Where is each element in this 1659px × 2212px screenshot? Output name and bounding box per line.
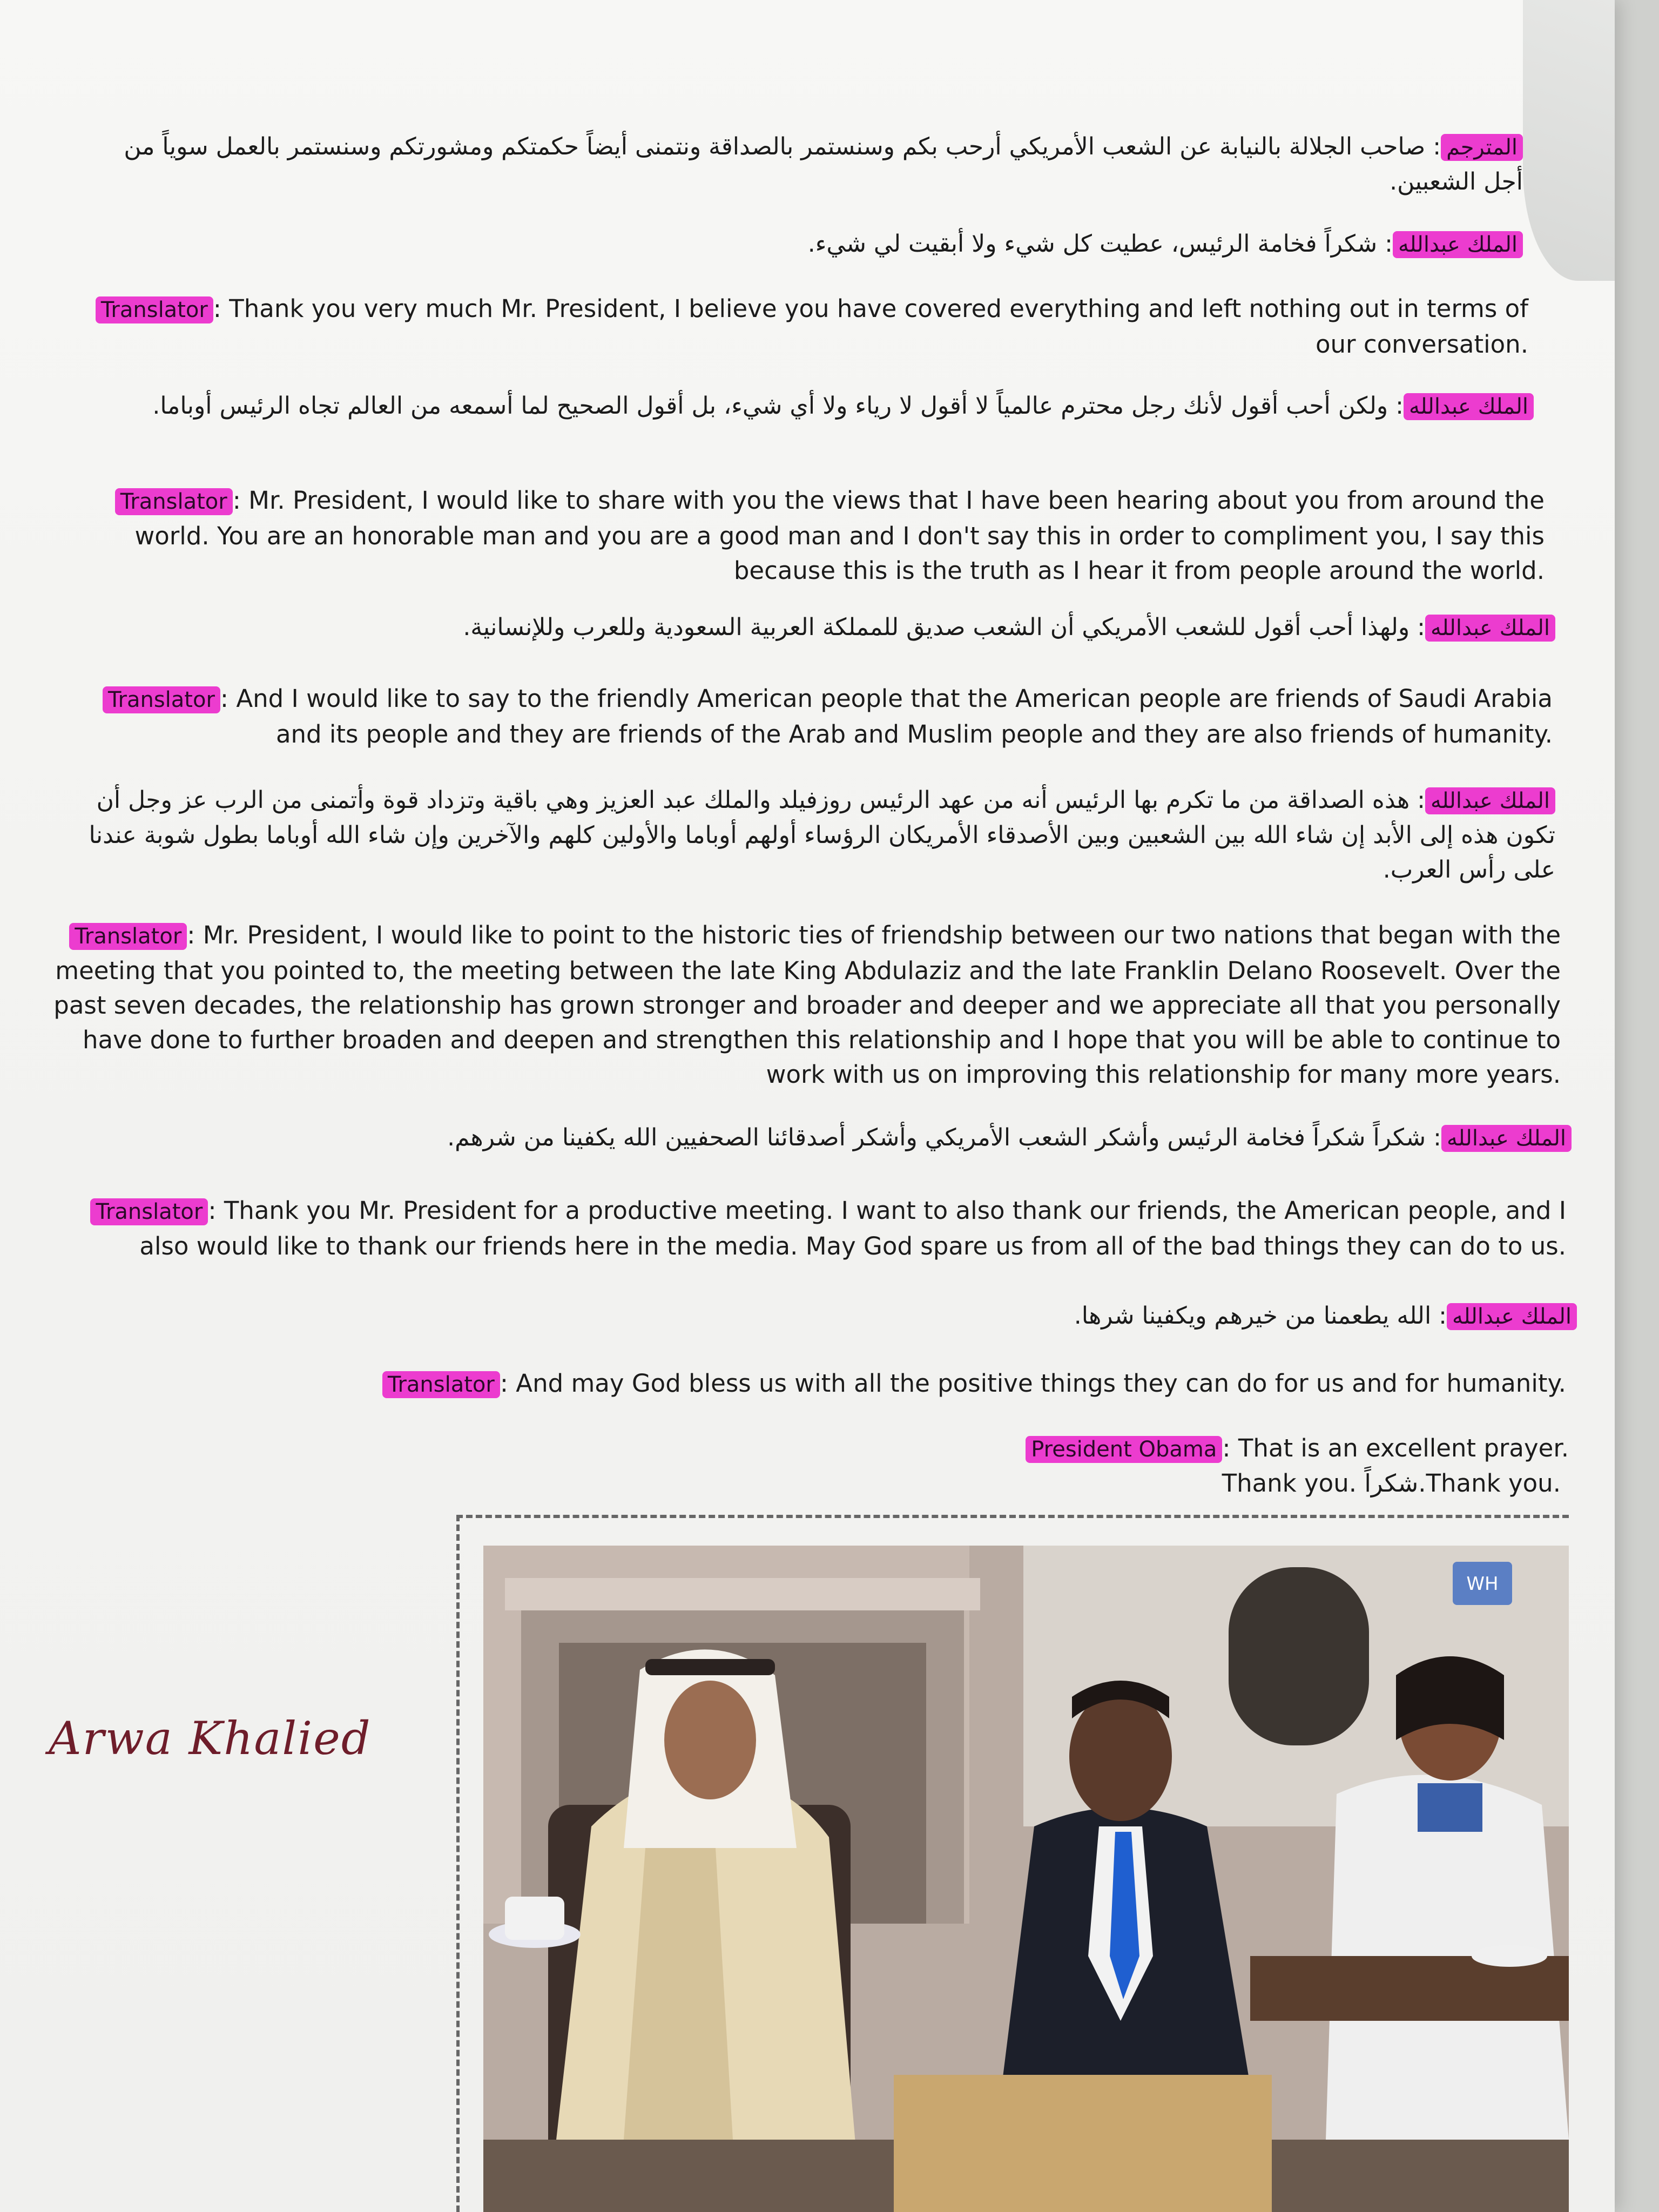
speaker-highlight: الملك عبدالله bbox=[1425, 615, 1555, 642]
speaker-highlight: Translator bbox=[69, 923, 187, 950]
adjacent-paper-corner bbox=[1523, 0, 1615, 281]
svg-text:WH: WH bbox=[1466, 1573, 1499, 1595]
speaker-highlight: Translator bbox=[382, 1371, 500, 1398]
speaker-highlight: الملك عبدالله bbox=[1393, 231, 1523, 258]
speaker-highlight: Translator bbox=[115, 488, 233, 515]
photo-frame-left bbox=[456, 1515, 460, 2212]
entry-text: هذه الصداقة من ما تكرم بها الرئيس أنه من عهد الرئيس روزفيلد والملك عبد العزيز وهي باقية وتزداد قوة وأتمنى من الرب عز وجل أن تكون هذه إلى الأبد إن شاء الله بين الشعبين وبين الأصدقاء الأمريكان الرؤساء أولهم أوباما والأولين كلهم والآخرين وإن شاء الله أوباما بطول شوبة عندنا على رأس العرب. bbox=[89, 786, 1555, 884]
transcript-entry-english-8 bbox=[1026, 1466, 1561, 1501]
speaker-highlight: Translator bbox=[103, 686, 220, 713]
entry-text: شكراً فخامة الرئيس، عطيت كل شيء ولا أبقيت لي شيء. bbox=[807, 230, 1378, 258]
entry-text: Thank you very much Mr. President, I believe you have covered everything and left nothing out in terms of our conversation. bbox=[229, 294, 1528, 359]
entry-text: That is an excellent prayer. bbox=[1238, 1434, 1569, 1462]
speaker-highlight: الملك عبدالله bbox=[1447, 1303, 1577, 1330]
transcript-entry-arabic-7: الملك عبدالله: الله يطعمنا من خيرهم ويكفينا شرها. bbox=[918, 1299, 1577, 1334]
transcript-entry-english-3: Translator : And I would like to say to the friendly American people that the American people are friends of Saudi Arabia and its people and they are friends of the Arab and Muslim people and they are also friends of humanity. bbox=[54, 682, 1553, 752]
speaker-highlight: Translator bbox=[96, 296, 213, 323]
speaker-highlight: President Obama bbox=[1026, 1436, 1222, 1463]
transcript-entry-english-1: Translator : Thank you very much Mr. President, I believe you have covered everything and left nothing out in terms of our conversation. bbox=[54, 292, 1528, 362]
entry-text: And I would like to say to the friendly American people that the American people are friends of Saudi Arabia and its people and they are friends of the Arab and Muslim people and they are also friends of humanity. bbox=[236, 684, 1553, 748]
speaker-highlight: Translator bbox=[90, 1198, 208, 1225]
entry-text: Thank you Mr. President for a productive meeting. I want to also thank our friends, the American people, and I also would like to thank our friends here in the media. May God spare us from all of the bad things they can do to us. bbox=[139, 1196, 1566, 1260]
signature: Arwa Khalied bbox=[49, 1712, 372, 1765]
speaker-highlight: المترجم bbox=[1441, 134, 1523, 161]
transcript-entry-arabic-2: الملك عبدالله: شكراً فخامة الرئيس، عطيت كل شيء ولا أبقيت لي شيء. bbox=[648, 227, 1523, 262]
transcript-entry-arabic-1: المترجم: صاحب الجلالة بالنيابة عن الشعب الأمريكي أرحب بكم وسنستمر بالصداقة ونتمنى أيضاً حكمتكم ومشورتكم وسنستمر بالعمل سوياً من أجل الشعبين. bbox=[124, 133, 1523, 195]
transcript-entry-arabic-6: الملك عبدالله: شكراً شكراً فخامة الرئيس وأشكر الشعب الأمريكي وأشكر أصدقائنا الصحفيين الله يكفينا من شرهم. bbox=[227, 1121, 1572, 1156]
transcript-entry-arabic-5: الملك عبدالله: هذه الصداقة من ما تكرم بها الرئيس أنه من عهد الرئيس روزفيلد والملك عبد العزيز وهي باقية وتزداد قوة وأتمنى من الرب عز وجل أن تكون هذه إلى الأبد إن شاء الله بين الشعبين وبين الأصدقاء الأمريكان الرؤساء أولهم أوباما والأولين كلهم والآخرين وإن شاء الله أوباما بطول شوبة عندنا على رأس العرب. bbox=[89, 786, 1555, 884]
entry-text: Mr. President, I would like to point to the historic ties of friendship between our two nations that began with the meeting that you pointed to, the meeting between the late King Abdulaziz and the late Franklin Delano Roosevelt. Over the past seven decades, the relationship has grown stronger and broader and deeper and we appreciate all that you personally have done to further broaden and deepen and strengthen this relationship and I hope that you will be able to continue to work with us on improving this relationship for many more years. bbox=[53, 921, 1561, 1089]
transcript-entry-english-6: Translator : And may God bless us with all the positive things they can do for us and for humanity. bbox=[302, 1366, 1566, 1402]
entry-text: And may God bless us with all the positive things they can do for us and for humanity. bbox=[516, 1369, 1566, 1398]
transcript-entry-english-4: Translator : Mr. President, I would like to point to the historic ties of friendship between our two nations that began with the meeting that you pointed to, the meeting between the late King Abdulaziz and the late Franklin Delano Roosevelt. Over the past seven decades, the relationship has grown stronger and broader and deeper and we appreciate all that you personally have done to further broaden and deepen and strengthen this relationship and I hope that you will be able to continue to work with us on improving this relationship for many more years. bbox=[53, 921, 1561, 1089]
transcript-entry-english-2: Translator : Mr. President, I would like to share with you the views that I have been hearing about you from around the world. You are an honorable man and you are a good man and I don't say this in order to compliment you, I say this because this is the truth as I hear it from people around the world. bbox=[76, 483, 1545, 588]
transcript-entry-arabic-4: الملك عبدالله: ولهذا أحب أقول للشعب الأمريكي أن الشعب صديق للمملكة العربية السعودية وللعرب وللإنسانية. bbox=[259, 610, 1555, 645]
entry-text: ولكن أحب أقول لأنك رجل محترم عالمياً لا أقول لا رياء ولا أي شيء، بل أقول الصحيح لما أسمعه من العالم تجاه الرئيس أوباما. bbox=[152, 392, 1388, 420]
whitehouse-logo-icon bbox=[1453, 1562, 1512, 1605]
entry-text: صاحب الجلالة بالنيابة عن الشعب الأمريكي أرحب بكم وسنستمر بالصداقة ونتمنى أيضاً حكمتكم ومشورتكم وسنستمر بالعمل سوياً من أجل الشعبين. bbox=[124, 133, 1523, 195]
transcript-entry-arabic-3: الملك عبدالله: ولكن أحب أقول لأنك رجل محترم عالمياً لا أقول لا رياء ولا أي شيء، بل أقول الصحيح لما أسمعه من العالم تجاه الرئيس أوباما. bbox=[54, 389, 1534, 424]
speaker-highlight: الملك عبدالله bbox=[1404, 393, 1534, 420]
entry-text: Thank you. شكراً.Thank you. bbox=[1222, 1469, 1561, 1498]
speaker-highlight: الملك عبدالله bbox=[1425, 787, 1555, 814]
photo-image bbox=[483, 1546, 1569, 2212]
speaker-highlight: الملك عبدالله bbox=[1441, 1125, 1572, 1152]
transcript-entry-english-7: President Obama : That is an excellent prayer. bbox=[918, 1431, 1569, 1467]
entry-text: ولهذا أحب أقول للشعب الأمريكي أن الشعب صديق للمملكة العربية السعودية وللعرب وللإنسانية. bbox=[463, 613, 1410, 641]
entry-text: شكراً شكراً فخامة الرئيس وأشكر الشعب الأمريكي وأشكر أصدقائنا الصحفيين الله يكفينا من شرهم. bbox=[447, 1124, 1426, 1151]
entry-text: Mr. President, I would like to share with you the views that I have been hearing about you from around the world. You are an honorable man and you are a good man and I don't say this in order to compliment you, I say this because this is the truth as I hear it from people around the world. bbox=[134, 486, 1545, 585]
photo-frame-top bbox=[456, 1515, 1569, 1518]
entry-text: الله يطعمنا من خيرهم ويكفينا شرها. bbox=[1074, 1302, 1432, 1330]
transcript-entry-english-5: Translator : Thank you Mr. President for a productive meeting. I want to also thank our friends, the American people, and I also would like to thank our friends here in the media. May God spare us from all of the bad things they can do to us. bbox=[59, 1193, 1566, 1264]
